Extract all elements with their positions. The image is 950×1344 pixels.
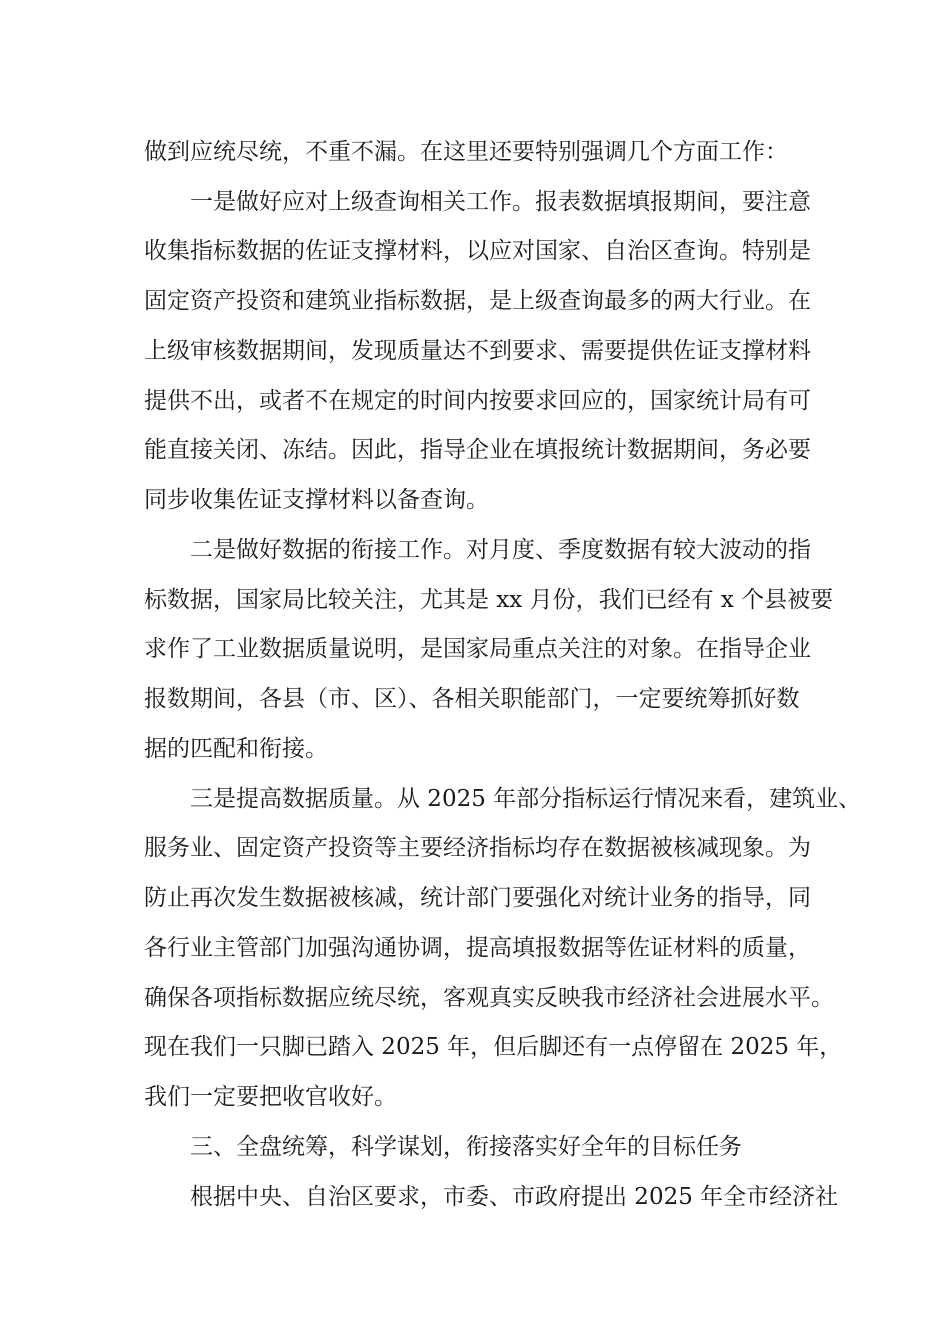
text-line: 我们一定要把收官收好。 bbox=[144, 1084, 397, 1110]
text-line: 做到应统尽统，不重不漏。在这里还要特别强调几个方面工作： bbox=[144, 139, 788, 165]
text-line: 据的匹配和衔接。 bbox=[144, 736, 328, 762]
text-line: 防止再次发生数据被核减，统计部门要强化对统计业务的指导，同 bbox=[144, 885, 811, 911]
text-line: 服务业、固定资产投资等主要经济指标均存在数据被核减现象。为 bbox=[144, 835, 811, 861]
text-line: 确保各项指标数据应统尽统，客观真实反映我市经济社会进展水平。 bbox=[144, 985, 834, 1011]
paragraph-start-line: 一是做好应对上级查询相关工作。报表数据填报期间，要注意 bbox=[190, 189, 811, 215]
paragraph-start-line: 三是提高数据质量。从 2025 年部分指标运行情况来看，建筑业、 bbox=[190, 786, 862, 812]
text-line: 标数据，国家局比较关注，尤其是 xx 月份，我们已经有 x 个县被要 bbox=[144, 587, 834, 613]
text-line: 同步收集佐证支撑材料以备查询。 bbox=[144, 487, 489, 513]
text-line: 固定资产投资和建筑业指标数据，是上级查询最多的两大行业。在 bbox=[144, 288, 811, 314]
text-line: 报数期间，各县（市、区）、各相关职能部门，一定要统筹抓好数 bbox=[144, 686, 800, 712]
text-line: 提供不出，或者不在规定的时间内按要求回应的，国家统计局有可 bbox=[144, 388, 811, 414]
paragraph-start-line: 二是做好数据的衔接工作。对月度、季度数据有较大波动的指 bbox=[190, 537, 811, 563]
text-line: 各行业主管部门加强沟通协调，提高填报数据等佐证材料的质量， bbox=[144, 935, 811, 961]
text-line: 现在我们一只脚已踏入 2025 年，但后脚还有一点停留在 2025 年， bbox=[144, 1034, 843, 1060]
paragraph-start-line: 根据中央、自治区要求，市委、市政府提出 2025 年全市经济社 bbox=[190, 1184, 839, 1210]
text-line: 能直接关闭、冻结。因此，指导企业在填报统计数据期间，务必要 bbox=[144, 437, 811, 463]
text-line: 求作了工业数据质量说明，是国家局重点关注的对象。在指导企业 bbox=[144, 636, 811, 662]
text-line: 上级审核数据期间，发现质量达不到要求、需要提供佐证支撑材料 bbox=[144, 338, 811, 364]
section-heading: 三、全盘统筹，科学谋划，衔接落实好全年的目标任务 bbox=[190, 1134, 742, 1160]
text-line: 收集指标数据的佐证支撑材料，以应对国家、自治区查询。特别是 bbox=[144, 238, 811, 264]
